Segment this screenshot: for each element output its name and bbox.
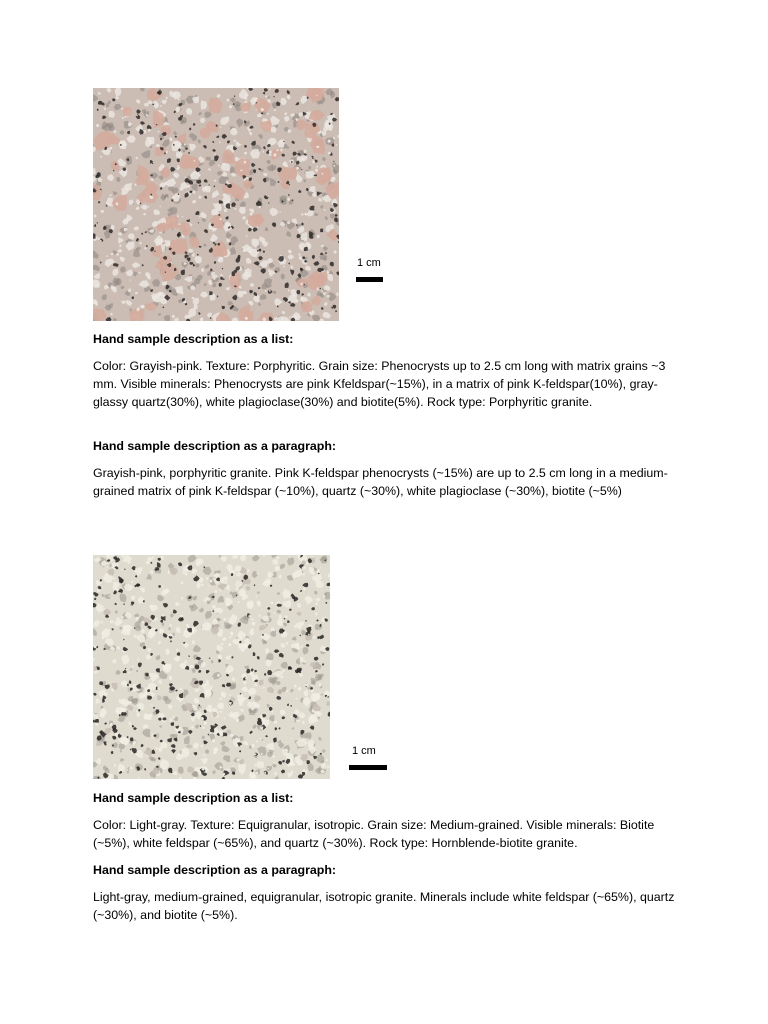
paragraph-description-1: Grayish-pink, porphyritic granite. Pink K-feldspar phenocrysts (~15%) are up to 2.5 cm long in a medium-grained matrix of pink K-feldspar (~10%), quartz (~30%), white plagioclase (~30%), biotite (~5%) bbox=[93, 466, 668, 498]
scale-bar-2 bbox=[349, 765, 387, 770]
paragraph-description-2: Light-gray, medium-grained, equigranular, isotropic granite. Minerals include white feldspar (~65%), quartz (~30%), and biotite (~5%). bbox=[93, 890, 675, 922]
list-heading-2: Hand sample description as a list: bbox=[93, 791, 294, 805]
scale-label-1: 1 cm bbox=[357, 257, 381, 269]
paragraph-heading-1: Hand sample description as a paragraph: bbox=[93, 439, 337, 453]
list-heading-1: Hand sample description as a list: bbox=[93, 332, 294, 346]
scale-bar-1 bbox=[356, 277, 383, 282]
scale-label-2: 1 cm bbox=[352, 745, 376, 757]
list-description-2: Color: Light-gray. Texture: Equigranular, isotropic. Grain size: Medium-grained. Visible minerals: Biotite (~5%), white feldspar (~65%), and quartz (~30%). Rock type: Hornblende-biotite granite. bbox=[93, 818, 655, 850]
list-description-1: Color: Grayish-pink. Texture: Porphyritic. Grain size: Phenocrysts up to 2.5 cm long with matrix grains ~3 mm. Visible minerals: Phenocrysts are pink Kfeldspar(~15%), in a matrix of pink K-feldspar(10%), gray-glassy quartz(30%), white plagioclase(30%) and biotite(5%). Rock type: Porphyritic granite. bbox=[93, 359, 666, 409]
granite-sample-2-photo bbox=[93, 555, 330, 779]
paragraph-heading-2: Hand sample description as a paragraph: bbox=[93, 863, 337, 877]
granite-sample-1-photo bbox=[93, 88, 339, 321]
